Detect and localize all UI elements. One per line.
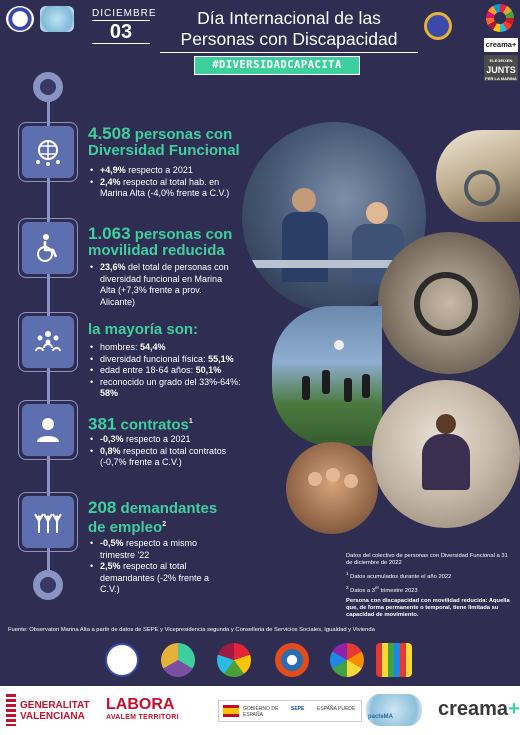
list-item: • diversidad funcional física: 55,1% xyxy=(90,354,250,366)
date-day: 03 xyxy=(92,20,150,44)
list-item: • 0,8% respecto al total contratos (-0,7% frente a C.V.) xyxy=(90,446,238,469)
stat-2-headline-line2: movilidad reducida xyxy=(88,242,225,259)
creama-logo: creama+ xyxy=(438,698,520,720)
stat-5-headline-rest: demandantes xyxy=(116,500,218,517)
stat-5-footnote-mark: 2 xyxy=(162,521,167,528)
stat-2-headline xyxy=(88,226,232,259)
generalitat-logo-text: GENERALITAT VALENCIANA xyxy=(20,700,90,722)
junts-badge-small: ELEGEIXEN xyxy=(489,58,513,63)
stat-5-headline-line2-wrap xyxy=(88,517,217,536)
date-box xyxy=(92,8,157,44)
wheelchair-icon xyxy=(22,222,74,274)
stat-1-bullets xyxy=(90,165,238,200)
sdg-wheel-icon xyxy=(486,4,514,32)
list-item: • 2,4% respecto al total hab. en Marina Alta (-4,0% frente a C.V.) xyxy=(90,177,238,200)
hands-circle-logo-icon xyxy=(217,643,251,677)
person-icon xyxy=(22,404,74,456)
stat-5-headline-line2: de empleo xyxy=(88,519,163,536)
puzzle-ring-logo-icon xyxy=(330,643,364,677)
list-item: • edad entre 18-64 años: 50,1% xyxy=(90,365,250,377)
stat-4-number: 381 xyxy=(88,414,117,434)
stat-4-headline-rest: contratos xyxy=(116,416,189,434)
labora-logo: LABORA xyxy=(106,696,175,713)
timeline-dot-bottom xyxy=(33,570,63,600)
stat-2-bullets xyxy=(90,262,238,308)
photo-friends-group xyxy=(286,442,378,534)
stat-1-headline-line2: Diversidad Funcional xyxy=(88,142,240,159)
date-month: DICIEMBRE xyxy=(92,8,157,19)
stat-3-headline-text: la mayoría son: xyxy=(88,321,199,338)
stat-5-bullets xyxy=(90,538,230,596)
photo-yoga xyxy=(372,380,520,528)
list-item: • 2,5% respecto al total demandantes (-2% frente a C.V.) xyxy=(90,561,230,596)
hashtag-banner: #DIVERSIDADCAPACITA xyxy=(194,56,360,75)
stat-2-number: 1.063 xyxy=(88,224,131,243)
footnote-2: $^2$ Datos a 3er trimestre 2023 xyxy=(346,584,418,594)
list-item: • 23,6% del total de personas con diversidad funcional en Marina Alta (+7,3% frente a prov. Alicante) xyxy=(90,262,238,308)
stat-2-headline-rest: personas con xyxy=(130,226,233,243)
disability-day-icon xyxy=(424,12,452,40)
pacte-map-icon xyxy=(366,694,422,726)
group-icon xyxy=(22,316,74,368)
list-item: • -0,3% respecto a 2021 xyxy=(90,434,238,446)
stat-1-headline xyxy=(88,126,240,159)
list-item: • hombres: 54,4% xyxy=(90,342,250,354)
title-line-1: Día Internacional de las xyxy=(197,8,381,28)
brain-icon xyxy=(22,126,74,178)
junts-badge xyxy=(484,55,518,81)
junts-badge-sub: PER LA MARINA xyxy=(485,76,517,81)
creama-badge: creama+ xyxy=(484,38,518,52)
photo-workplace-room xyxy=(436,130,520,222)
people-circle-logo-icon xyxy=(161,643,195,677)
footer-bar xyxy=(0,686,520,735)
source-credit: Fuente: Observatori Marina Alta a partir de datos de SEPE y Vicepresidencia segunda y Conselleria de Servicios Sociales, Igualdad y Vivienda xyxy=(8,627,375,633)
stat-4-headline xyxy=(88,414,193,433)
stat-4-footnote-mark: 1 xyxy=(188,418,193,425)
pacte-logo-text: pacteMA xyxy=(368,714,394,720)
timeline-dot-top xyxy=(33,72,63,102)
spain-government-logos: GOBIERNO DE ESPAÑA SEPE ESPAÑA PUEDE xyxy=(218,700,362,722)
photo-wheelchair xyxy=(378,232,520,374)
pacte-logo-small xyxy=(40,6,74,32)
labora-tagline: AVALEM TERRITORI xyxy=(106,714,179,721)
stat-5-headline xyxy=(88,500,217,536)
raised-hands-icon xyxy=(22,496,74,548)
stat-1-headline-rest: personas con xyxy=(130,126,233,143)
stat-1-number: 4.508 xyxy=(88,124,131,143)
footnote-0: Datos del colectivo de personas con Diversidad Funcional a 31 de diciembre de 2022 xyxy=(346,553,508,566)
vitruvian-logo-icon xyxy=(105,643,139,677)
puzzle-heart-logo-icon xyxy=(275,643,309,677)
generalitat-emblem-icon xyxy=(6,694,16,726)
page-title xyxy=(160,8,418,50)
list-item: • +4,9% respecto a 2021 xyxy=(90,165,238,177)
footnote-1: $^1$ Datos acumulados durante el año 2022 xyxy=(346,571,452,580)
stat-4-bullets xyxy=(90,434,238,469)
stat-3-bullets xyxy=(90,342,250,400)
org-logo-left xyxy=(6,6,34,32)
spain-flag-icon xyxy=(223,705,239,717)
title-divider xyxy=(160,52,418,53)
footnotes xyxy=(346,553,512,622)
junts-badge-big: JUNTS xyxy=(486,65,516,75)
list-item: • reconocido un grado del 33%-64%: 58% xyxy=(90,377,250,400)
footnote-3: Persona con discapacidad con movilidad reducida: Aquella que, de forma permanente o temporal, tiene limitada su capacidad de movimiento. xyxy=(346,597,510,618)
photo-soccer-players xyxy=(272,306,382,446)
title-line-2: Personas con Discapacidad xyxy=(180,29,398,49)
stat-3-headline xyxy=(88,322,198,338)
stat-5-number: 208 xyxy=(88,498,117,517)
accessibility-symbols-icon xyxy=(376,643,412,677)
list-item: • -0,5% respecto a mismo trimestre '22 xyxy=(90,538,230,561)
